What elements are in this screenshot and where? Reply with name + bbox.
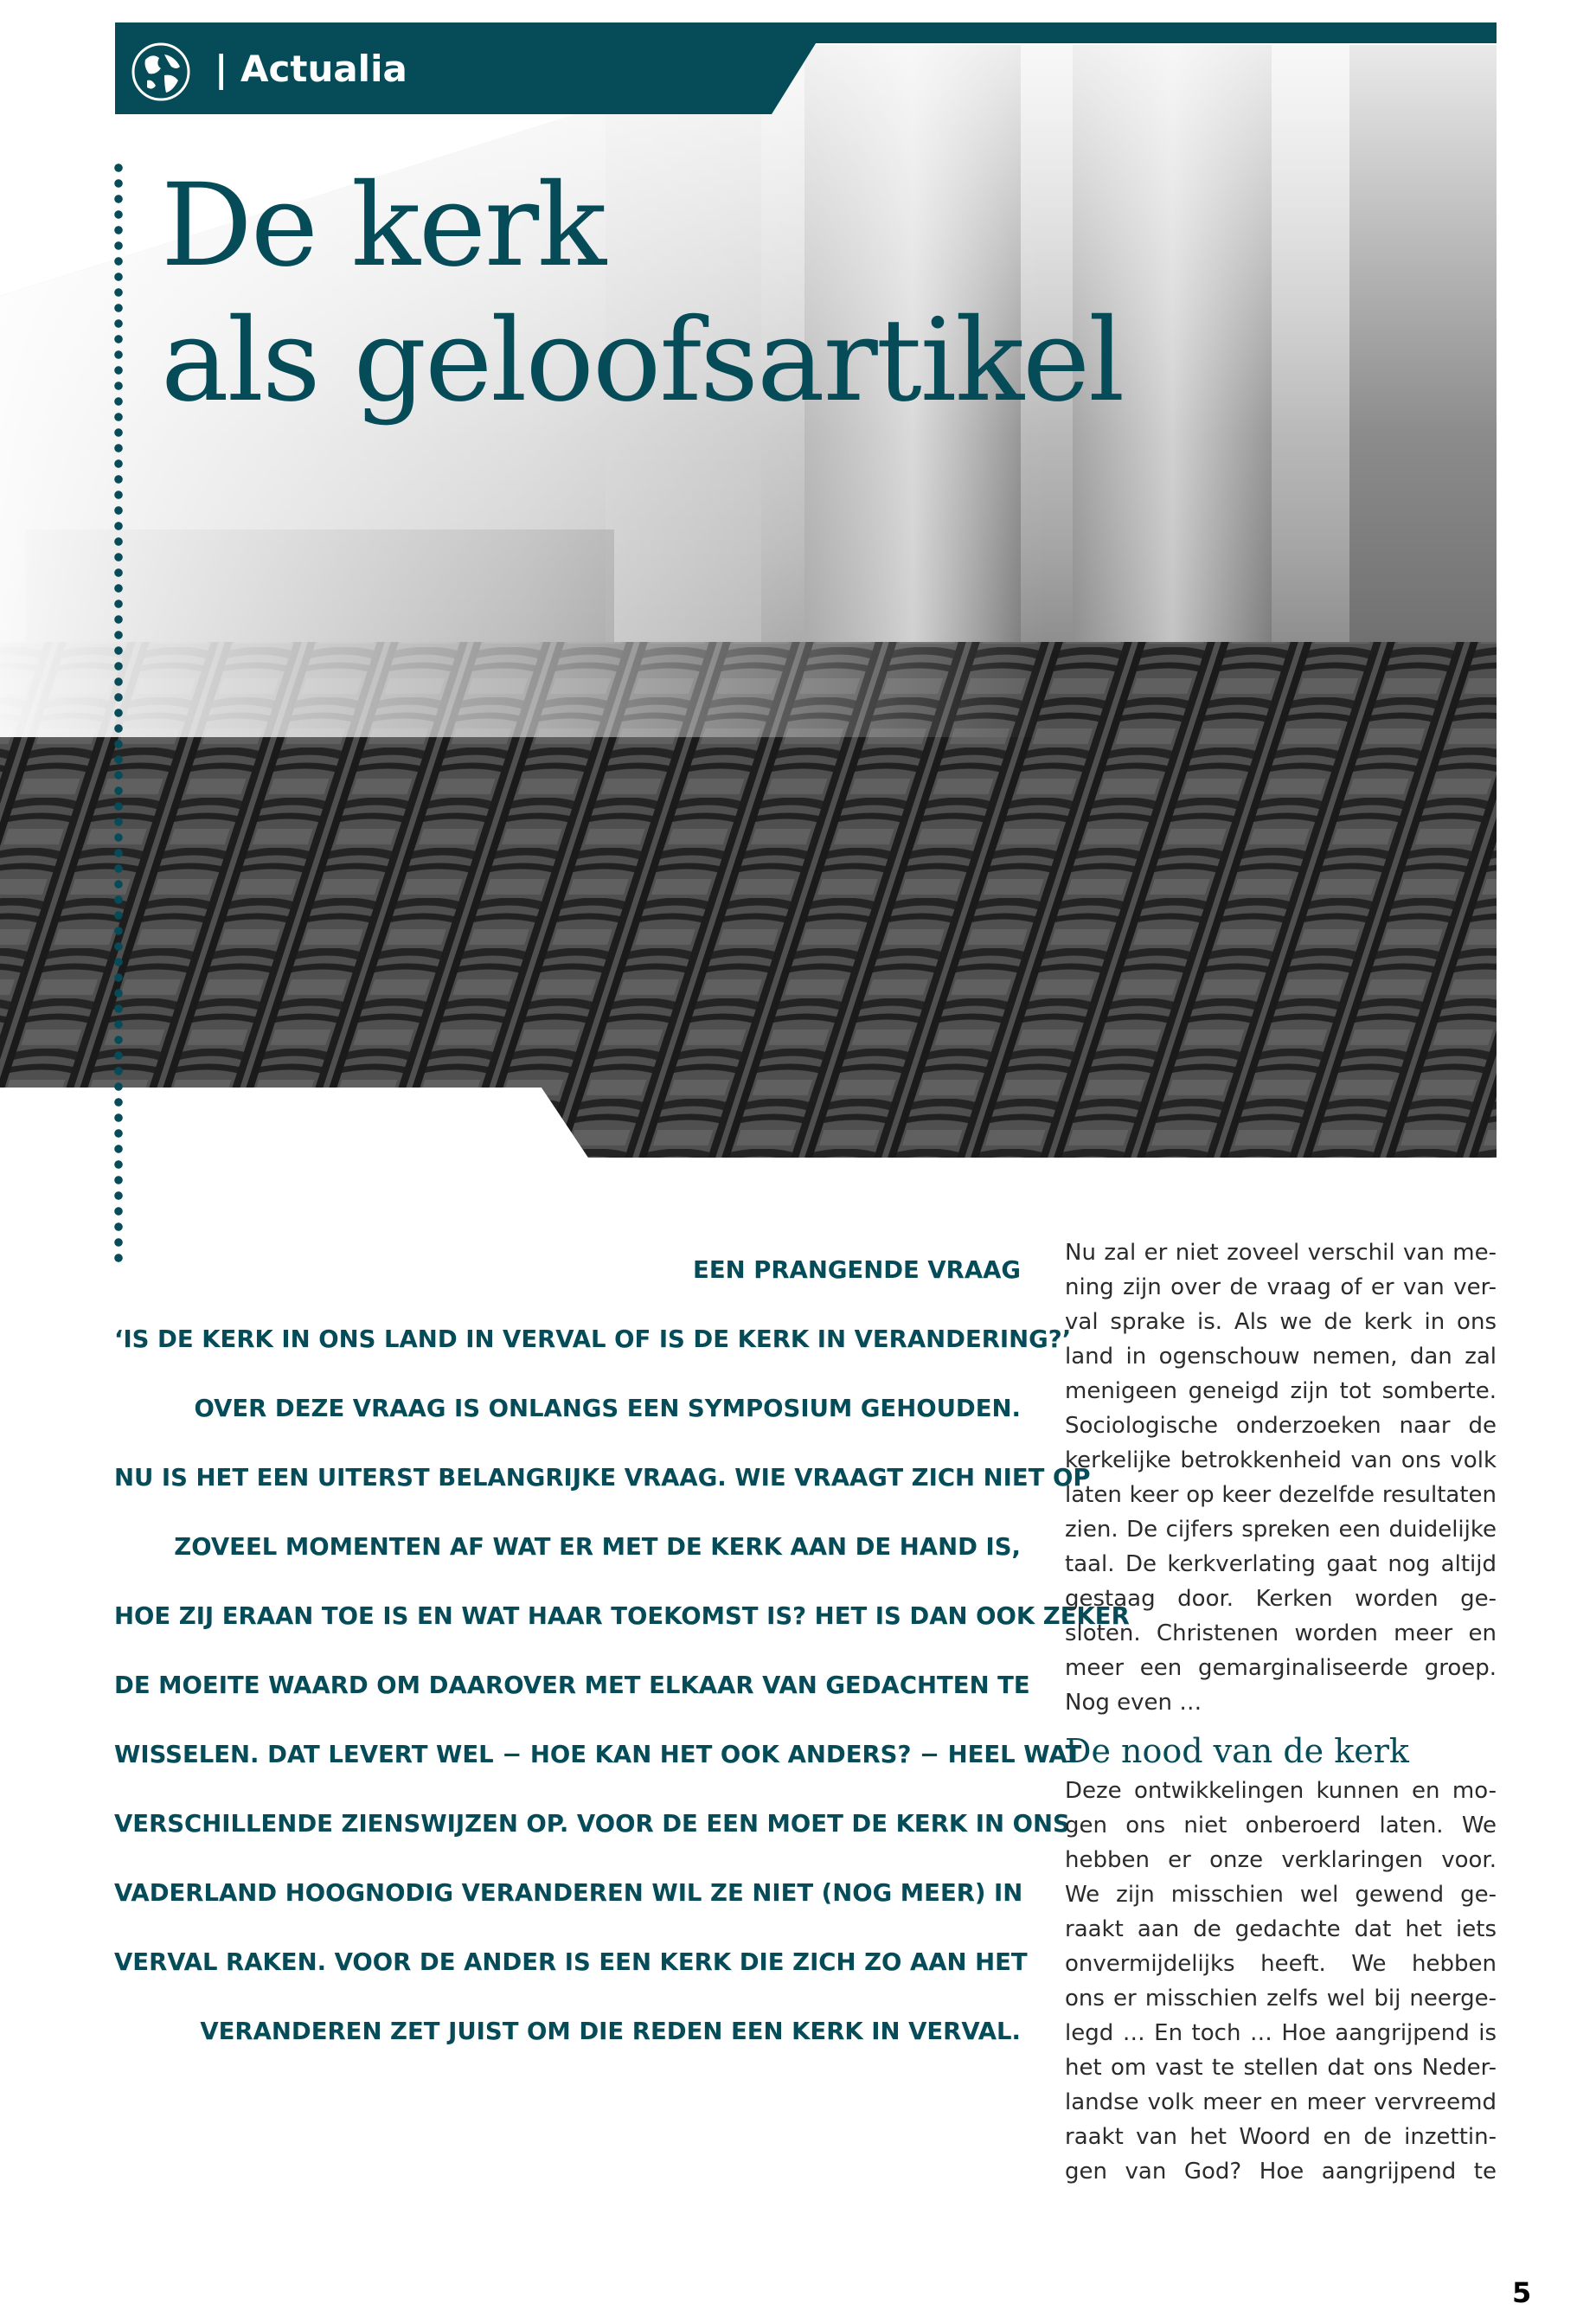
title-line-2: als geloofsartikel — [161, 294, 1124, 427]
lead-line: ‘IS DE KERK IN ONS LAND IN VERVAL OF IS DE KERK IN VERANDERING?’ — [114, 1325, 1072, 1353]
body-line: gen van God? Hoe aangrijpend te — [1065, 2159, 1497, 2185]
body-line: Nog even … — [1065, 1690, 1202, 1716]
article-lead — [114, 1235, 1130, 2066]
body-line: Nu zal er niet zoveel verschil van me- — [1065, 1240, 1497, 1266]
body-column — [1065, 1235, 1497, 2189]
body-line: meer een gemarginaliseerde groep. — [1065, 1655, 1497, 1681]
body-line: raakt aan de gedachte dat het iets — [1065, 1916, 1497, 1942]
body-line: Sociologische onderzoeken naar de — [1065, 1413, 1497, 1439]
body-line: kerkelijke betrokkenheid van ons volk — [1065, 1447, 1497, 1473]
body-line: Deze ontwikkelingen kunnen en mo- — [1065, 1778, 1497, 1804]
body-line: gestaag door. Kerken worden ge- — [1065, 1586, 1497, 1612]
dotted-vertical-rule — [113, 160, 124, 1267]
globe-logo-icon — [130, 41, 192, 103]
body-line: laten keer op keer dezelfde resultaten — [1065, 1482, 1497, 1508]
lead-line: VERANDEREN ZET JUIST OM DIE REDEN EEN KERK IN VERVAL. — [200, 2018, 1021, 2045]
lead-line: ZOVEEL MOMENTEN AF WAT ER MET DE KERK AAN DE HAND IS, — [174, 1533, 1021, 1561]
lead-line: NU IS HET EEN UITERST BELANGRIJKE VRAAG. WIE VRAAGT ZICH NIET OP — [114, 1464, 1091, 1492]
body-line: We zijn misschien wel gewend ge- — [1065, 1882, 1497, 1908]
body-paragraph-2 — [1065, 1774, 1497, 2189]
body-line: sloten. Christenen worden meer en — [1065, 1620, 1497, 1646]
body-line: legd … En toch … Hoe aangrijpend is — [1065, 2020, 1497, 2046]
body-line: gen ons niet onberoerd laten. We — [1065, 1813, 1497, 1838]
body-line: hebben er onze verklaringen voor. — [1065, 1847, 1497, 1873]
body-line: raakt van het Woord en de inzettin- — [1065, 2124, 1497, 2150]
body-line: zien. De cijfers spreken een duidelijke — [1065, 1517, 1497, 1543]
article-title — [161, 158, 1123, 428]
lead-line: VERSCHILLENDE ZIENSWIJZEN OP. VOOR DE EEN MOET DE KERK IN ONS — [114, 1810, 1070, 1838]
page-number: 5 — [1512, 2276, 1532, 2309]
subheading: De nood van de kerk — [1065, 1732, 1409, 1770]
lead-line: DE MOEITE WAARD OM DAAROVER MET ELKAAR VAN GEDACHTEN TE — [114, 1672, 1030, 1699]
lead-line: VADERLAND HOOGNODIG VERANDEREN WIL ZE NIET (NOG MEER) IN — [114, 1879, 1023, 1907]
title-line-1: De kerk — [161, 159, 606, 292]
body-line: ons er misschien zelfs wel bij neerge- — [1065, 1986, 1497, 2012]
lead-line: VERVAL RAKEN. VOOR DE ANDER IS EEN KERK DIE ZICH ZO AAN HET — [114, 1948, 1028, 1976]
body-line: val sprake is. Als we de kerk in ons — [1065, 1309, 1497, 1335]
body-line: onvermijdelijks heeft. We hebben — [1065, 1951, 1497, 1977]
body-paragraph-1 — [1065, 1235, 1497, 1720]
lead-line: EEN PRANGENDE VRAAG — [693, 1256, 1021, 1284]
body-line: landse volk meer en meer vervreemd — [1065, 2089, 1497, 2115]
body-line: ning zijn over de vraag of er van ver- — [1065, 1274, 1497, 1300]
lead-line: WISSELEN. DAT LEVERT WEL − HOE KAN HET OOK ANDERS? − HEEL WAT — [114, 1741, 1082, 1768]
body-line: taal. De kerkverlating gaat nog altijd — [1065, 1551, 1497, 1577]
body-line: land in ogenschouw nemen, dan zal — [1065, 1344, 1497, 1370]
body-line: menigeen geneigd zijn tot somberte. — [1065, 1378, 1497, 1404]
body-line: het om vast te stellen dat ons Neder- — [1065, 2055, 1497, 2081]
lead-line: HOE ZIJ ERAAN TOE IS EN WAT HAAR TOEKOMST IS? HET IS DAN OOK ZEKER — [114, 1602, 1130, 1630]
lead-line: OVER DEZE VRAAG IS ONLANGS EEN SYMPOSIUM GEHOUDEN. — [194, 1395, 1021, 1422]
section-label: | Actualia — [215, 48, 407, 90]
